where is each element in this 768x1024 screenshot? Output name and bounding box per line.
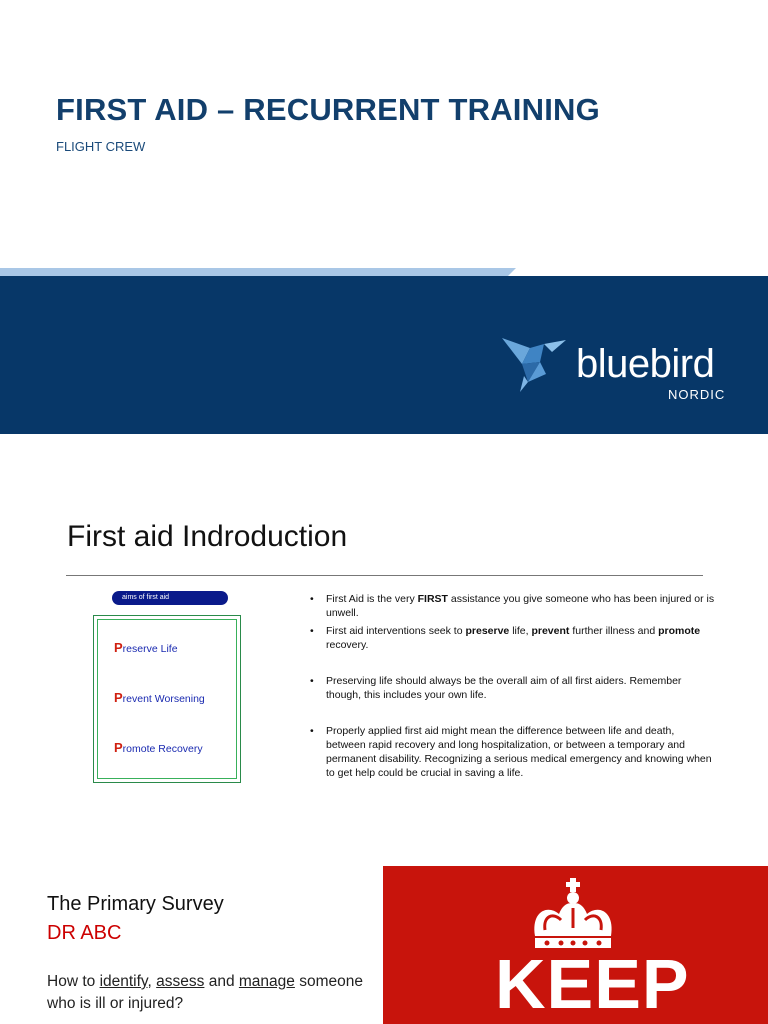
- slide-title: The Primary Survey: [47, 893, 224, 915]
- primary-survey-slide: [0, 852, 768, 1024]
- logo-subtext: NORDIC: [668, 387, 726, 402]
- title-slide: [0, 0, 768, 434]
- aim-prevent: Prevent Worsening: [114, 690, 205, 705]
- aim-preserve: Preserve Life: [114, 640, 178, 655]
- intro-slide: [0, 434, 768, 852]
- accent-stripe: [0, 268, 508, 276]
- aims-header: aims of first aid: [112, 591, 228, 605]
- bluebird-logo: [500, 332, 740, 402]
- aim-promote: Promote Recovery: [114, 740, 203, 755]
- aims-box: [93, 615, 241, 783]
- logo-wordmark: bluebird: [576, 342, 715, 386]
- bullet-item: • First aid interventions seek to preserve life, prevent further illness and promote recovery.: [310, 624, 716, 652]
- aims-diagram: [86, 585, 246, 790]
- bullet-item: • Properly applied first aid might mean the difference between life and death, between rapid recovery and long hospitalization, or between a temporary and permanent disability. Recognizing a serious medical emergency and knowing when to get help could be crucial in saving a life.: [310, 724, 716, 780]
- slide-subtitle: FLIGHT CREW: [56, 139, 146, 154]
- slide-body-text: How to identify, assess and manage someone who is ill or injured?: [47, 973, 363, 1012]
- bird-icon: [500, 334, 568, 396]
- bullet-item: • First Aid is the very FIRST assistance you give someone who has been injured or is unwell.: [310, 592, 716, 620]
- keep-calm-poster: [383, 866, 768, 1024]
- slide-subtitle: DR ABC: [47, 922, 122, 944]
- poster-word: KEEP: [495, 945, 690, 1023]
- bullet-item: • Preserving life should always be the overall aim of all first aiders. Remember though, this includes your own life.: [310, 674, 716, 702]
- slide-title: FIRST AID – RECURRENT TRAINING: [56, 92, 600, 127]
- divider: [66, 575, 703, 576]
- slide-title: First aid Indroduction: [67, 520, 348, 553]
